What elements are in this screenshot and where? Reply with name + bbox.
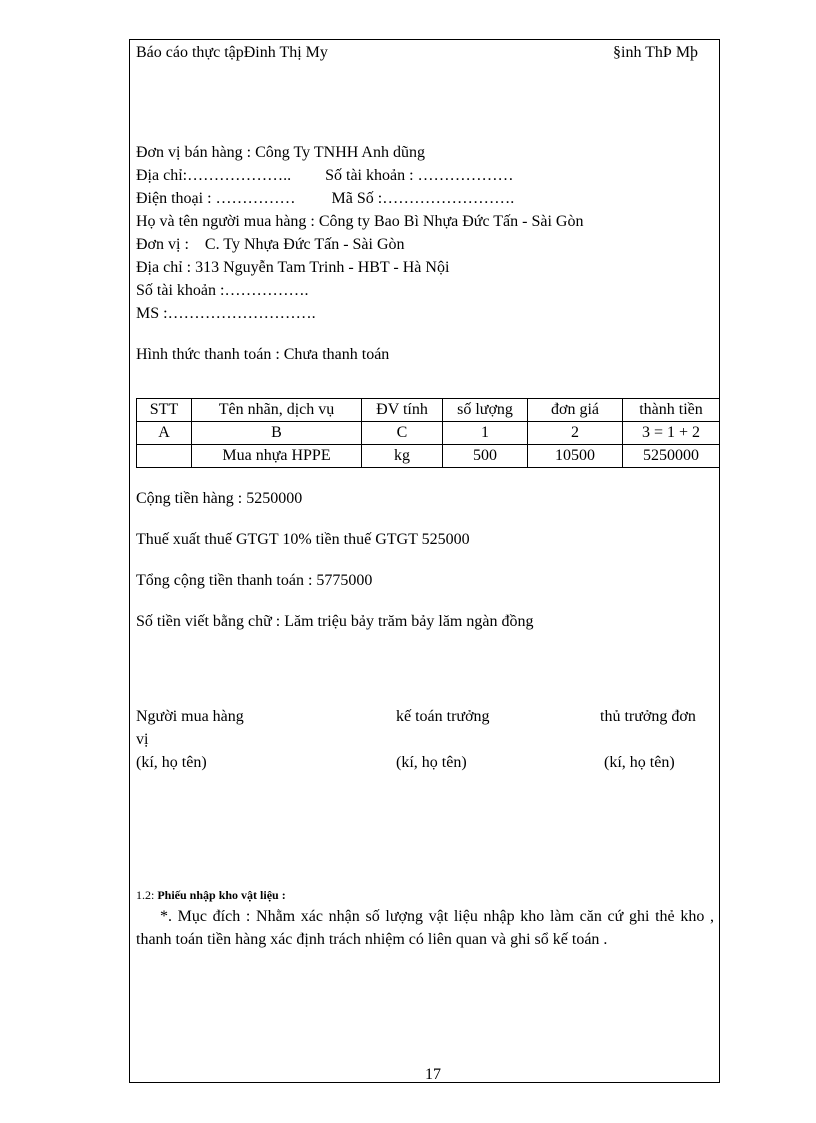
table-cell: kg	[362, 445, 443, 468]
invoice-info	[136, 141, 583, 366]
seller-account: Số tài khoản : ………………	[325, 167, 514, 184]
buyer-ms: MS :……………………….	[136, 305, 316, 322]
table-cell: 5250000	[623, 445, 720, 468]
signature-buyer: Người mua hàng	[136, 708, 244, 725]
section-number: 1.2:	[136, 888, 158, 902]
table-cell: A	[137, 422, 192, 445]
buyer-account: Số tài khoản :…………….	[136, 282, 309, 299]
table-header-cell: STT	[137, 399, 192, 422]
signature-note-accountant: (kí, họ tên)	[396, 754, 467, 771]
signature-head: thủ trưởng đơn	[600, 708, 696, 725]
page-number: 17	[425, 1066, 441, 1083]
table-header-cell: thành tiền	[623, 399, 720, 422]
items-table	[136, 398, 720, 468]
table-header-row	[137, 399, 720, 422]
signature-note-head: (kí, họ tên)	[604, 754, 675, 771]
table-cell: 3 = 1 + 2	[623, 422, 720, 445]
section-title: Phiếu nhập kho vật liệu :	[157, 888, 286, 902]
signature-note-buyer: (kí, họ tên)	[136, 754, 207, 771]
table-header-cell: ĐV tính	[362, 399, 443, 422]
table-header-cell: số lượng	[443, 399, 528, 422]
payment-method: Hình thức thanh toán : Chưa thanh toán	[136, 346, 390, 363]
table-row	[137, 445, 720, 468]
table-cell: Mua nhựa HPPE	[192, 445, 362, 468]
table-cell: C	[362, 422, 443, 445]
amount-in-words: Số tiền viết bằng chữ : Lăm triệu bảy trăm bảy lăm ngàn đồng	[136, 613, 534, 630]
buyer-address: Địa chỉ : 313 Nguyễn Tam Trinh - HBT - Hà Nội	[136, 259, 450, 276]
buyer-unit: Đơn vị : C. Ty Nhựa Đức Tấn - Sài Gòn	[136, 236, 405, 253]
header-left: Báo cáo thực tậpĐinh Thị My	[136, 44, 328, 61]
signature-head-cont: vị	[136, 731, 149, 748]
seller-tax-code: Mã Số :…………………….	[331, 190, 515, 207]
table-cell: 1	[443, 422, 528, 445]
section-purpose	[136, 905, 714, 951]
seller-phone: Điện thoại : ……………	[136, 190, 296, 207]
table-header-cell: đơn giá	[528, 399, 623, 422]
table-cell	[137, 445, 192, 468]
seller-address: Địa chỉ:………………..	[136, 167, 292, 184]
total-line: Tổng cộng tiền thanh toán : 5775000	[136, 572, 373, 589]
signature-accountant: kế toán trưởng	[396, 708, 490, 725]
vat-line: Thuế xuất thuế GTGT 10% tiền thuế GTGT 525000	[136, 531, 470, 548]
seller-phone-line	[136, 187, 583, 210]
subtotal: Cộng tiền hàng : 5250000	[136, 490, 303, 507]
table-cell: 500	[443, 445, 528, 468]
seller-unit: Đơn vị bán hàng : Công Ty TNHH Anh dũng	[136, 144, 425, 161]
table-cell: 2	[528, 422, 623, 445]
table-cell: B	[192, 422, 362, 445]
section-heading	[136, 888, 286, 903]
purpose-text: *. Mục đích : Nhằm xác nhận số lượng vật liệu nhập kho làm căn cứ ghi thẻ kho , thanh toán tiền hàng xác định trách nhiệm có liên quan và ghi sổ kế toán .	[136, 908, 714, 948]
table-code-row	[137, 422, 720, 445]
buyer-name: Họ và tên người mua hàng : Công ty Bao Bì Nhựa Đức Tấn - Sài Gòn	[136, 213, 584, 230]
table-cell: 10500	[528, 445, 623, 468]
table-header-cell: Tên nhãn, dịch vụ	[192, 399, 362, 422]
seller-address-line	[136, 164, 583, 187]
header-right: §inh ThÞ Mþ	[613, 44, 699, 61]
